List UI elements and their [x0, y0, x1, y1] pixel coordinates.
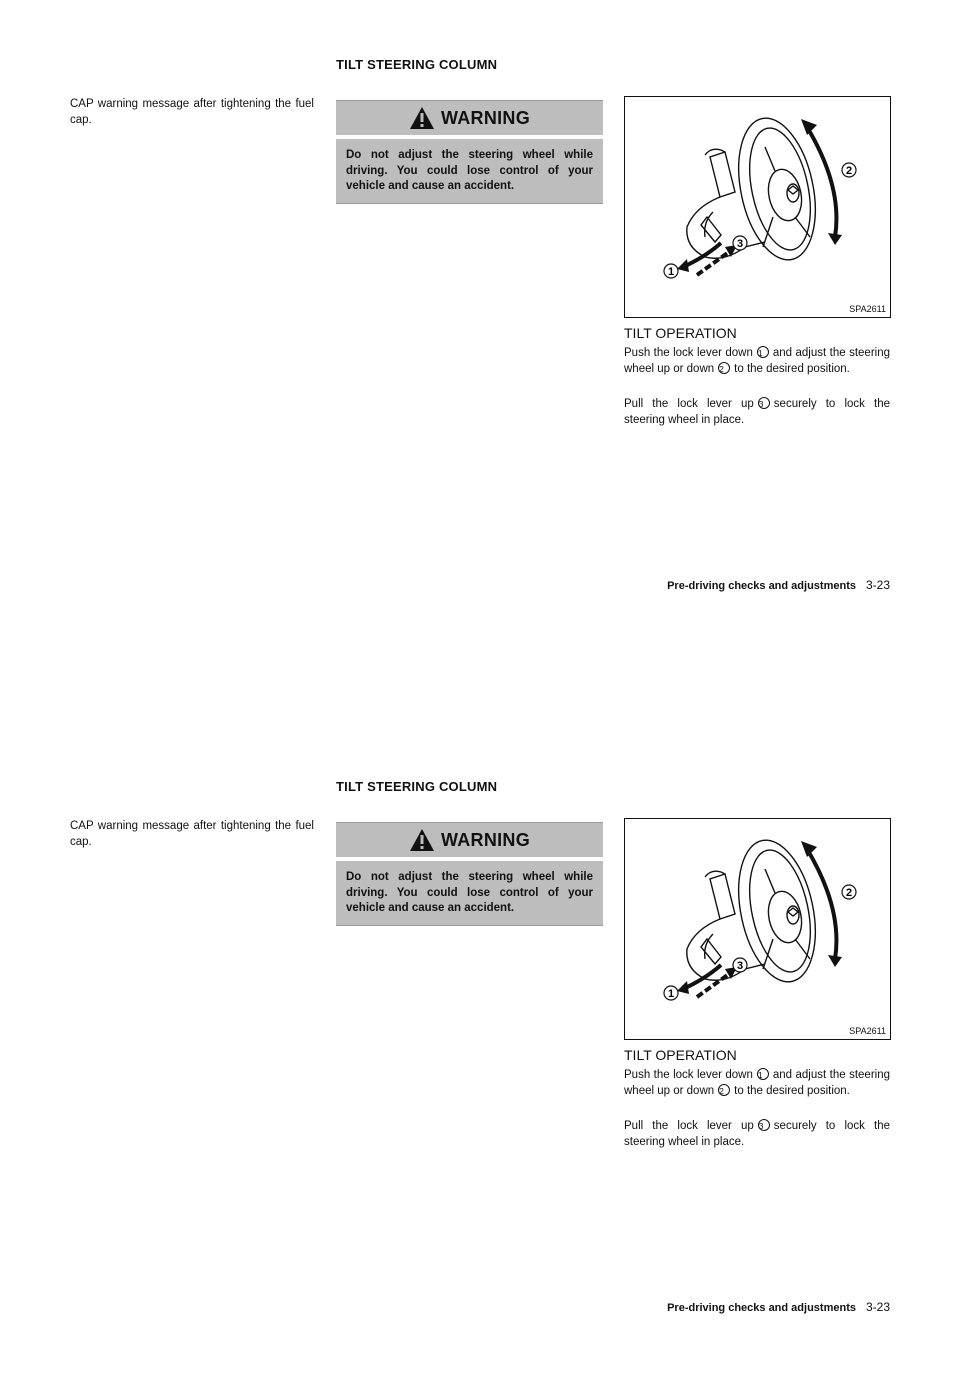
steering-tilt-figure — [624, 818, 891, 1040]
callout-badge-1: 1 — [757, 1068, 769, 1080]
callout-badge-3: 3 — [758, 1119, 770, 1131]
svg-text:2: 2 — [845, 165, 853, 177]
page-number: 3-23 — [865, 1300, 890, 1314]
callout-3 — [733, 958, 747, 972]
steering-tilt-figure — [624, 96, 891, 318]
footer-chapter-title: Pre-driving checks and adjustments — [667, 1302, 856, 1314]
callout-badge-1: 1 — [757, 346, 769, 358]
tilt-operation-heading: TILT OPERATION — [624, 325, 737, 341]
svg-text:2: 2 — [845, 887, 853, 899]
section-title: TILT STEERING COLUMN — [336, 779, 498, 794]
tilt-operation-heading: TILT OPERATION — [624, 1047, 737, 1063]
svg-text:1: 1 — [667, 988, 675, 1000]
figure-code: SPA2611 — [849, 1026, 886, 1036]
warning-box — [336, 822, 603, 926]
tilt-operation-step-2: Pull the lock lever up 3 securely to lock the steering wheel in place. — [624, 398, 890, 426]
left-column-note: CAP warning message after tightening the fuel cap. — [70, 820, 314, 848]
page-footer — [667, 1300, 890, 1314]
callout-badge-2: 2 — [718, 362, 730, 374]
tilt-operation-step-2: Pull the lock lever up 3 securely to lock the steering wheel in place. — [624, 1120, 890, 1148]
footer-chapter-title: Pre-driving checks and adjustments — [667, 580, 856, 592]
manual-page-top — [0, 0, 954, 675]
warning-header — [336, 100, 603, 135]
manual-page-bottom — [0, 722, 954, 1397]
svg-text:3: 3 — [736, 238, 744, 250]
steering-wheel-illustration — [625, 819, 890, 1039]
warning-header — [336, 822, 603, 857]
callout-1 — [664, 986, 678, 1000]
callout-1 — [664, 264, 678, 278]
page-number: 3-23 — [865, 578, 890, 592]
warning-label: WARNING — [440, 829, 531, 850]
section-title: TILT STEERING COLUMN — [336, 57, 498, 72]
tilt-operation-step-1: Push the lock lever down 1 and adjust the steering wheel up or down 2 to the desired position. — [624, 347, 890, 375]
svg-text:1: 1 — [667, 266, 675, 278]
callout-badge-3: 3 — [758, 397, 770, 409]
callout-2 — [842, 885, 856, 899]
callout-2 — [842, 163, 856, 177]
warning-triangle-icon — [409, 828, 435, 852]
steering-wheel-illustration — [625, 97, 890, 317]
tilt-operation-step-1: Push the lock lever down 1 and adjust the steering wheel up or down 2 to the desired position. — [624, 1069, 890, 1097]
warning-label: WARNING — [440, 107, 531, 128]
warning-box — [336, 100, 603, 204]
callout-3 — [733, 236, 747, 250]
warning-text: Do not adjust the steering wheel while driving. You could lose control of your vehicle and cause an accident. — [336, 861, 603, 926]
figure-code: SPA2611 — [849, 304, 886, 314]
svg-text:3: 3 — [736, 960, 744, 972]
page-footer — [667, 578, 890, 592]
warning-triangle-icon — [409, 106, 435, 130]
callout-badge-2: 2 — [718, 1084, 730, 1096]
left-column-note: CAP warning message after tightening the fuel cap. — [70, 98, 314, 126]
warning-text: Do not adjust the steering wheel while driving. You could lose control of your vehicle and cause an accident. — [336, 139, 603, 204]
